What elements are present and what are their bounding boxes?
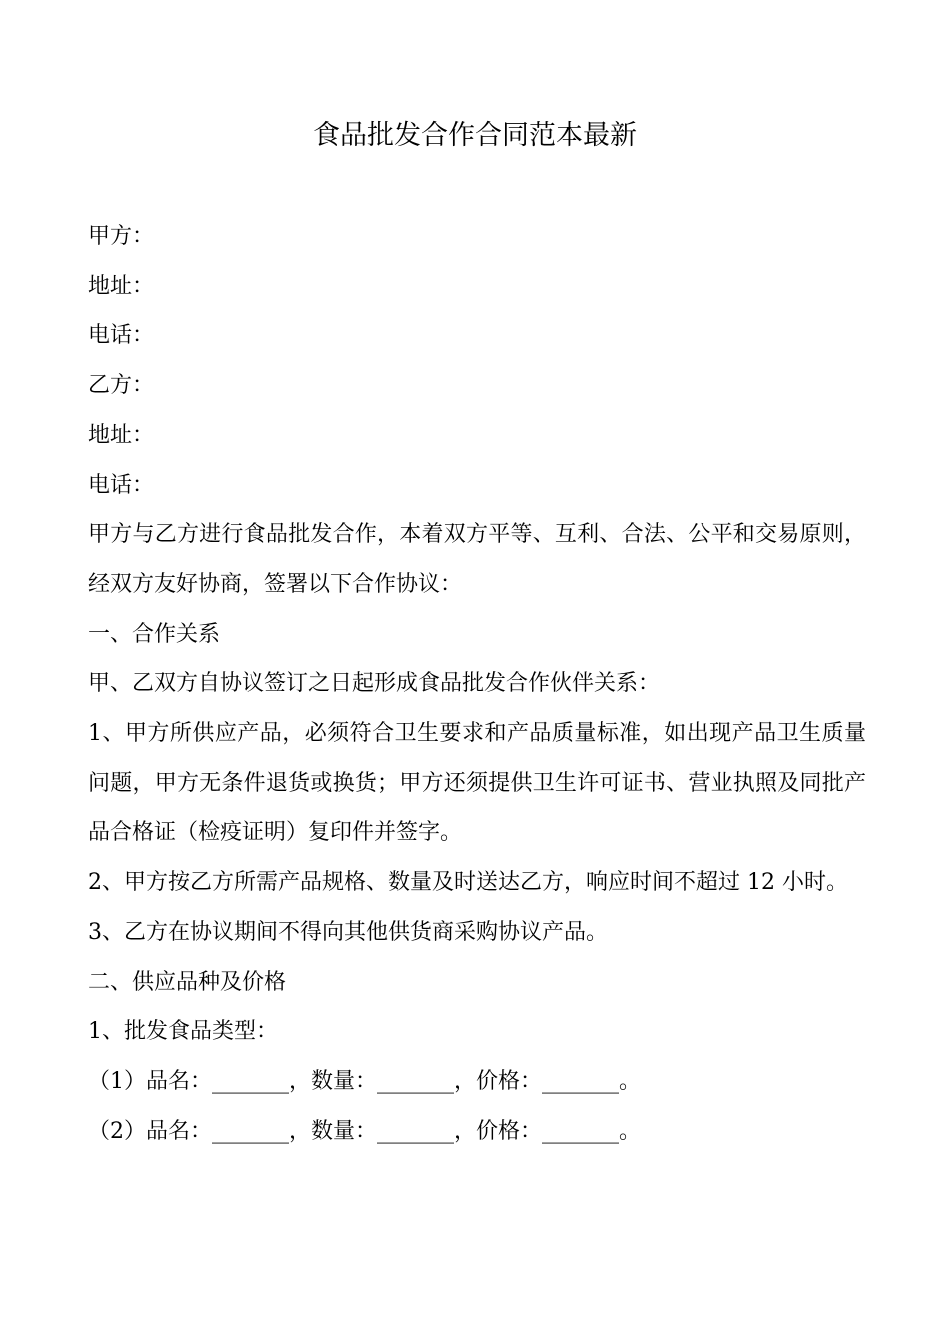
party-a-label: 甲方： (88, 224, 155, 249)
party-b-label: 乙方： (88, 373, 155, 399)
party-a-phone-label: 电话： (88, 323, 155, 349)
section1-lead: 甲、乙双方自协议签订之日起形成食品批发合作伙伴关系： (88, 671, 661, 697)
intro-paragraph: 甲方与乙方进行食品批发合作，本着双方平等、互利、合法、公平和交易原则，经双方友好协商，签署以下合作协议： (88, 522, 866, 597)
product-line-2: （2）品名：_______，数量：_______，价格：_______。 (88, 1118, 641, 1144)
section2-item1: 1、批发食品类型： (88, 1019, 278, 1045)
party-b-phone-label: 电话： (88, 472, 155, 498)
section1-item1: 1、甲方所供应产品，必须符合卫生要求和产品质量标准，如出现产品卫生质量问题，甲方无条件退货或换货；甲方还须提供卫生许可证书、营业执照及同批产品合格证（检疫证明）复印件并签字。 (88, 721, 866, 846)
product-line-1: （1）品名：_______，数量：_______，价格：_______。 (88, 1068, 641, 1094)
party-b-address-label: 地址： (88, 422, 155, 448)
page-title: 食品批发合作合同范本最新 (313, 120, 637, 151)
section1-item2: 2、甲方按乙方所需产品规格、数量及时送达乙方，响应时间不超过 12 小时。 (88, 870, 848, 896)
party-a-address-label: 地址： (88, 273, 155, 299)
section2-heading: 二、供应品种及价格 (88, 969, 287, 995)
section1-heading: 一、合作关系 (88, 621, 221, 647)
document-body (88, 212, 866, 1156)
section1-item3: 3、乙方在协议期间不得向其他供货商采购协议产品。 (88, 919, 608, 945)
